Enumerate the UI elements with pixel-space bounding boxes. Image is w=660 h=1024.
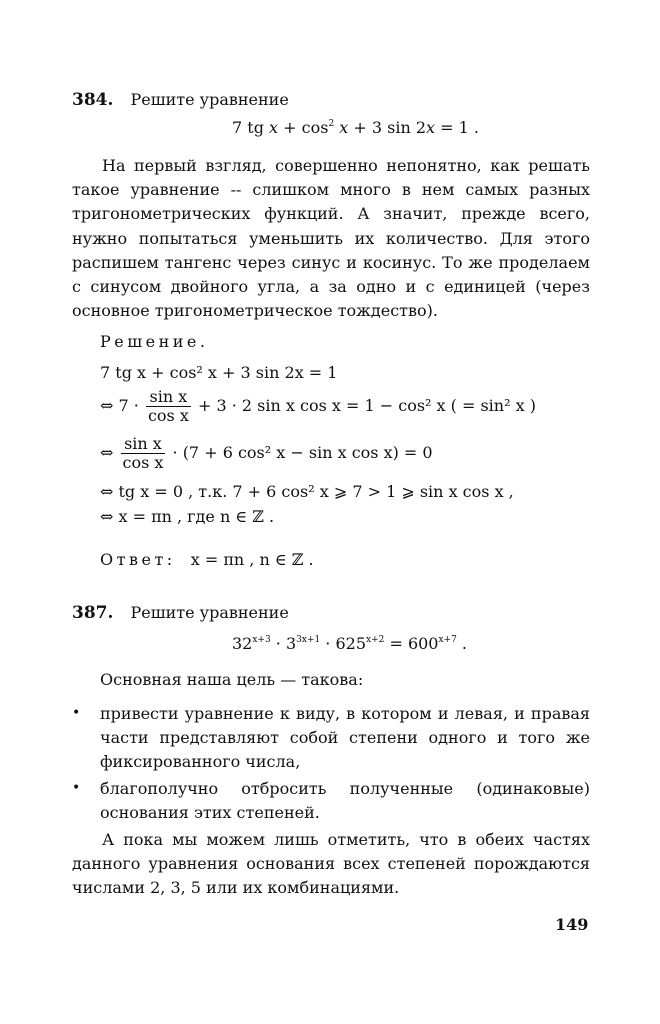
eq-exponent: 3x+1 bbox=[296, 635, 321, 645]
equation-387 bbox=[232, 634, 467, 653]
fraction-denominator: cos x bbox=[122, 453, 164, 472]
eq-var: x bbox=[426, 118, 436, 137]
eq-base: 32 bbox=[232, 634, 253, 653]
bullet-marker: • bbox=[72, 780, 81, 796]
eq-var: x bbox=[334, 118, 349, 137]
eq-part: 7 tg bbox=[232, 118, 270, 137]
solution-step-4: ⇔ tg x = 0 , т.к. 7 + 6 cos² x ⩾ 7 > 1 ⩾ sin x cos x , bbox=[100, 482, 514, 501]
eq-base: · 625 bbox=[320, 634, 367, 653]
solution-step-3 bbox=[100, 435, 433, 472]
solution-step-5: ⇔ x = πn , где n ∈ ℤ . bbox=[100, 507, 275, 526]
problem-384-header bbox=[72, 88, 289, 112]
answer-value: x = πn , n ∈ ℤ . bbox=[190, 550, 314, 569]
problem-prompt: Решите уравнение bbox=[130, 90, 289, 109]
step-suffix: · (7 + 6 cos² x − sin x cos x) = 0 bbox=[172, 443, 433, 462]
equation-384 bbox=[232, 118, 479, 137]
solution-label: Решение. bbox=[100, 332, 209, 351]
solution-step-1: 7 tg x + cos² x + 3 sin 2x = 1 bbox=[100, 363, 338, 382]
step-suffix: + 3 · 2 sin x cos x = 1 − cos² x ( = sin² x ) bbox=[197, 396, 536, 415]
eq-exponent: 2 bbox=[328, 119, 335, 129]
page-number: 149 bbox=[555, 915, 589, 934]
eq-base: = 600 bbox=[384, 634, 439, 653]
fraction-denominator: cos x bbox=[147, 406, 189, 425]
eq-exponent: x+3 bbox=[252, 635, 271, 645]
problem-number: 387. bbox=[72, 603, 114, 623]
bullet-marker: • bbox=[72, 705, 81, 721]
problem-prompt: Решите уравнение bbox=[130, 603, 289, 622]
bullet-item-2: благополучно отбросить полученные (одинаковые) основания этих степеней. bbox=[100, 779, 590, 823]
closing-paragraph: А пока мы можем лишь отметить, что в обеих частях данного уравнения основания всех степеней порождаются числами 2, 3, 5 или их комбинациями. bbox=[72, 830, 590, 898]
fraction-numerator: sin x bbox=[146, 388, 191, 407]
answer-label: Ответ: bbox=[100, 550, 176, 569]
eq-exponent: x+2 bbox=[366, 635, 385, 645]
bullet-item-1: привести уравнение к виду, в котором и левая, и правая части представляют собой степени одного и того же фиксированного числа, bbox=[100, 704, 590, 772]
eq-exponent: x+7 bbox=[438, 635, 457, 645]
discussion-paragraph: На первый взгляд, совершенно непонятно, как решать такое уравнение -- слишком много в нем самых разных тригонометрических функций. А значит, прежде всего, нужно попытаться уменьшить их количество. Для этого распишем тангенс через синус и косинус. То же проделаем с синусом двойного угла, а за одно и с единицей (через основное тригонометрическое тождество). bbox=[72, 156, 590, 321]
step-prefix: ⇔ 7 · bbox=[100, 396, 139, 415]
eq-var: x bbox=[269, 118, 279, 137]
eq-base: · 3 bbox=[270, 634, 297, 653]
eq-part: + 3 sin 2 bbox=[348, 118, 427, 137]
problem-387-header bbox=[72, 601, 289, 625]
intro-line: Основная наша цель — такова: bbox=[100, 670, 364, 689]
fraction-numerator: sin x bbox=[121, 435, 166, 454]
eq-part: + cos bbox=[278, 118, 329, 137]
eq-part: = 1 . bbox=[435, 118, 480, 137]
fraction bbox=[146, 388, 191, 425]
problem-number: 384. bbox=[72, 90, 114, 110]
solution-step-2 bbox=[100, 388, 536, 425]
answer-line bbox=[100, 550, 314, 569]
fraction bbox=[121, 435, 166, 472]
step-prefix: ⇔ bbox=[100, 443, 114, 462]
eq-part: . bbox=[456, 634, 467, 653]
